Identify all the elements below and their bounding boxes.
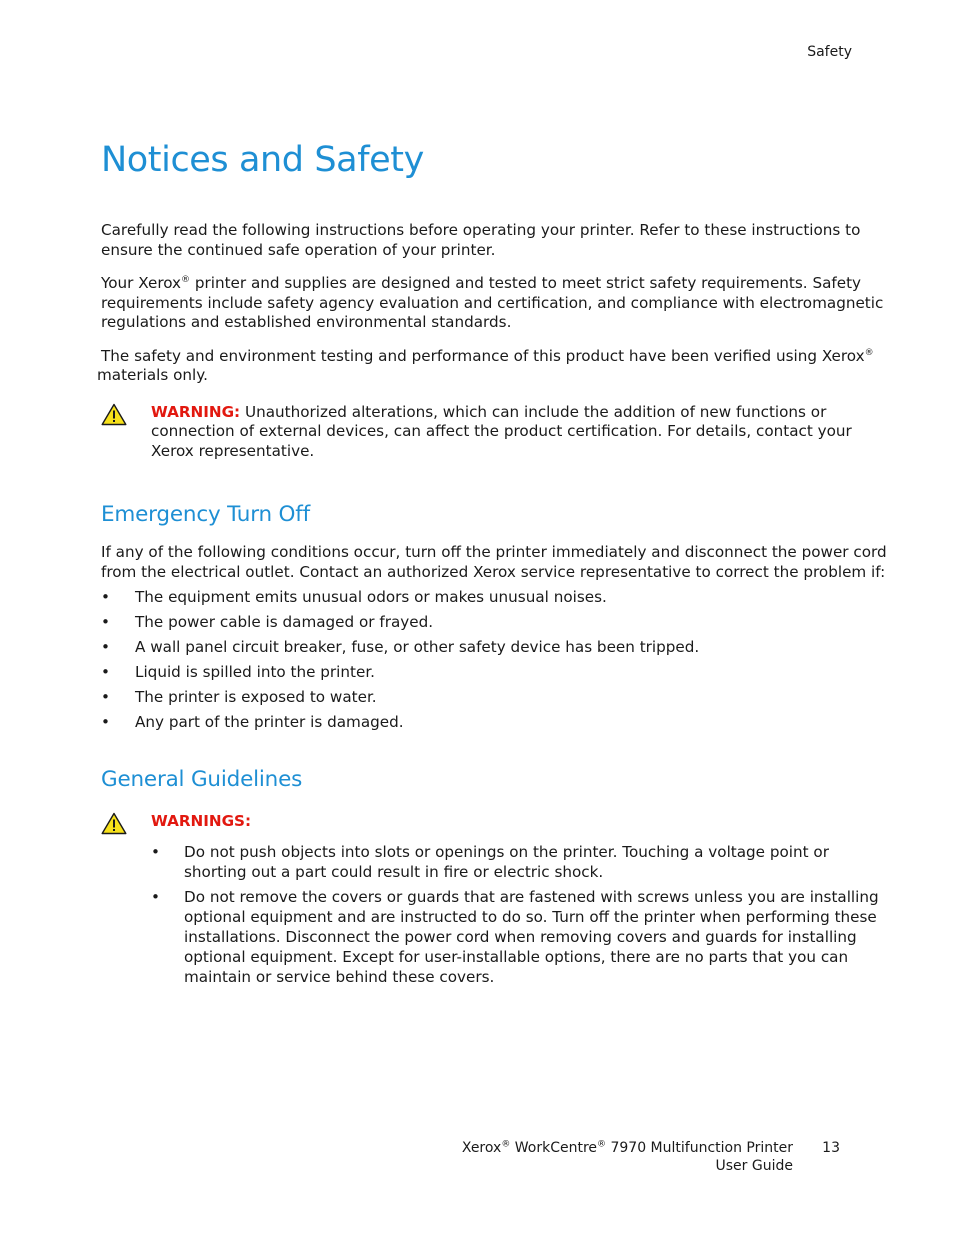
warning-triangle-icon bbox=[101, 403, 127, 426]
warning-notice bbox=[101, 403, 891, 462]
warning-text bbox=[151, 403, 891, 462]
page-number: 13 bbox=[822, 1140, 840, 1156]
list-item: • Liquid is spilled into the printer. bbox=[101, 663, 891, 683]
warning-body: Unauthorized alterations, which can include the addition of new functions or connection of external devices, can affect the product certification. For details, contact your Xerox representative. bbox=[151, 402, 852, 460]
footer-product: WorkCentre bbox=[514, 1140, 598, 1156]
intro-paragraph-3 bbox=[97, 346, 891, 386]
footer-product-info bbox=[462, 1140, 793, 1175]
warning-label: WARNING: bbox=[151, 402, 241, 421]
section-heading-general: General Guidelines bbox=[101, 766, 303, 792]
p3-text-start: The safety and environment testing and performance of this product have been verified using Xerox bbox=[101, 346, 865, 365]
page-title: Notices and Safety bbox=[101, 140, 424, 180]
warnings-heading bbox=[151, 812, 891, 832]
running-header-section: Safety bbox=[807, 44, 852, 60]
p2-text-end: printer and supplies are designed and tested to meet strict safety requirements. Safety requirements include safety agency evaluation and certification, and compliance with electromagnetic regulations and established environmental standards. bbox=[101, 274, 884, 331]
general-warnings bbox=[101, 812, 891, 988]
intro-paragraph-1: Carefully read the following instructions before operating your printer. Refer to these instructions to ensure the continued safe operation of your printer. bbox=[101, 221, 861, 259]
main-content bbox=[97, 221, 891, 992]
p3-text-end: materials only. bbox=[97, 366, 208, 384]
emergency-intro: If any of the following conditions occur, turn off the printer immediately and disconnect the power cord from the electrical outlet. Contact an authorized Xerox service representative to correct the problem if: bbox=[101, 543, 887, 581]
warning-triangle-icon bbox=[101, 812, 127, 835]
list-item: • A wall panel circuit breaker, fuse, or other safety device has been tripped. bbox=[101, 638, 891, 658]
registered-mark: ® bbox=[597, 1139, 607, 1150]
general-warnings-list bbox=[151, 842, 891, 987]
list-item: • Any part of the printer is damaged. bbox=[101, 713, 891, 733]
list-item: • The power cable is damaged or frayed. bbox=[101, 613, 891, 633]
p2-text-start: Your Xerox bbox=[101, 274, 182, 292]
list-item: • Do not push objects into slots or openings on the printer. Touching a voltage point or shorting out a part could result in fire or electric shock. bbox=[151, 842, 891, 882]
intro-paragraph-2 bbox=[101, 274, 891, 333]
warnings-label: WARNINGS: bbox=[151, 811, 252, 830]
registered-mark: ® bbox=[501, 1139, 511, 1150]
footer-model: 7970 Multifunction Printer bbox=[606, 1140, 793, 1156]
footer-guide: User Guide bbox=[715, 1157, 793, 1174]
registered-mark: ® bbox=[181, 274, 191, 285]
list-item: • Do not remove the covers or guards that are fastened with screws unless you are installing optional equipment and are instructed to do so. Turn off the printer when performing these installations. Disconnect the power cord when removing covers and guards for installing optional equipment. Except for user-installable options, there are no parts that you can maintain or service behind these covers. bbox=[151, 887, 891, 987]
list-item: • The printer is exposed to water. bbox=[101, 688, 891, 708]
list-item: • The equipment emits unusual odors or makes unusual noises. bbox=[101, 588, 891, 608]
registered-mark: ® bbox=[864, 347, 874, 358]
footer-product-line bbox=[462, 1140, 793, 1158]
section-heading-emergency: Emergency Turn Off bbox=[101, 502, 310, 527]
footer-brand: Xerox bbox=[461, 1140, 502, 1156]
emergency-conditions-list bbox=[101, 588, 891, 733]
